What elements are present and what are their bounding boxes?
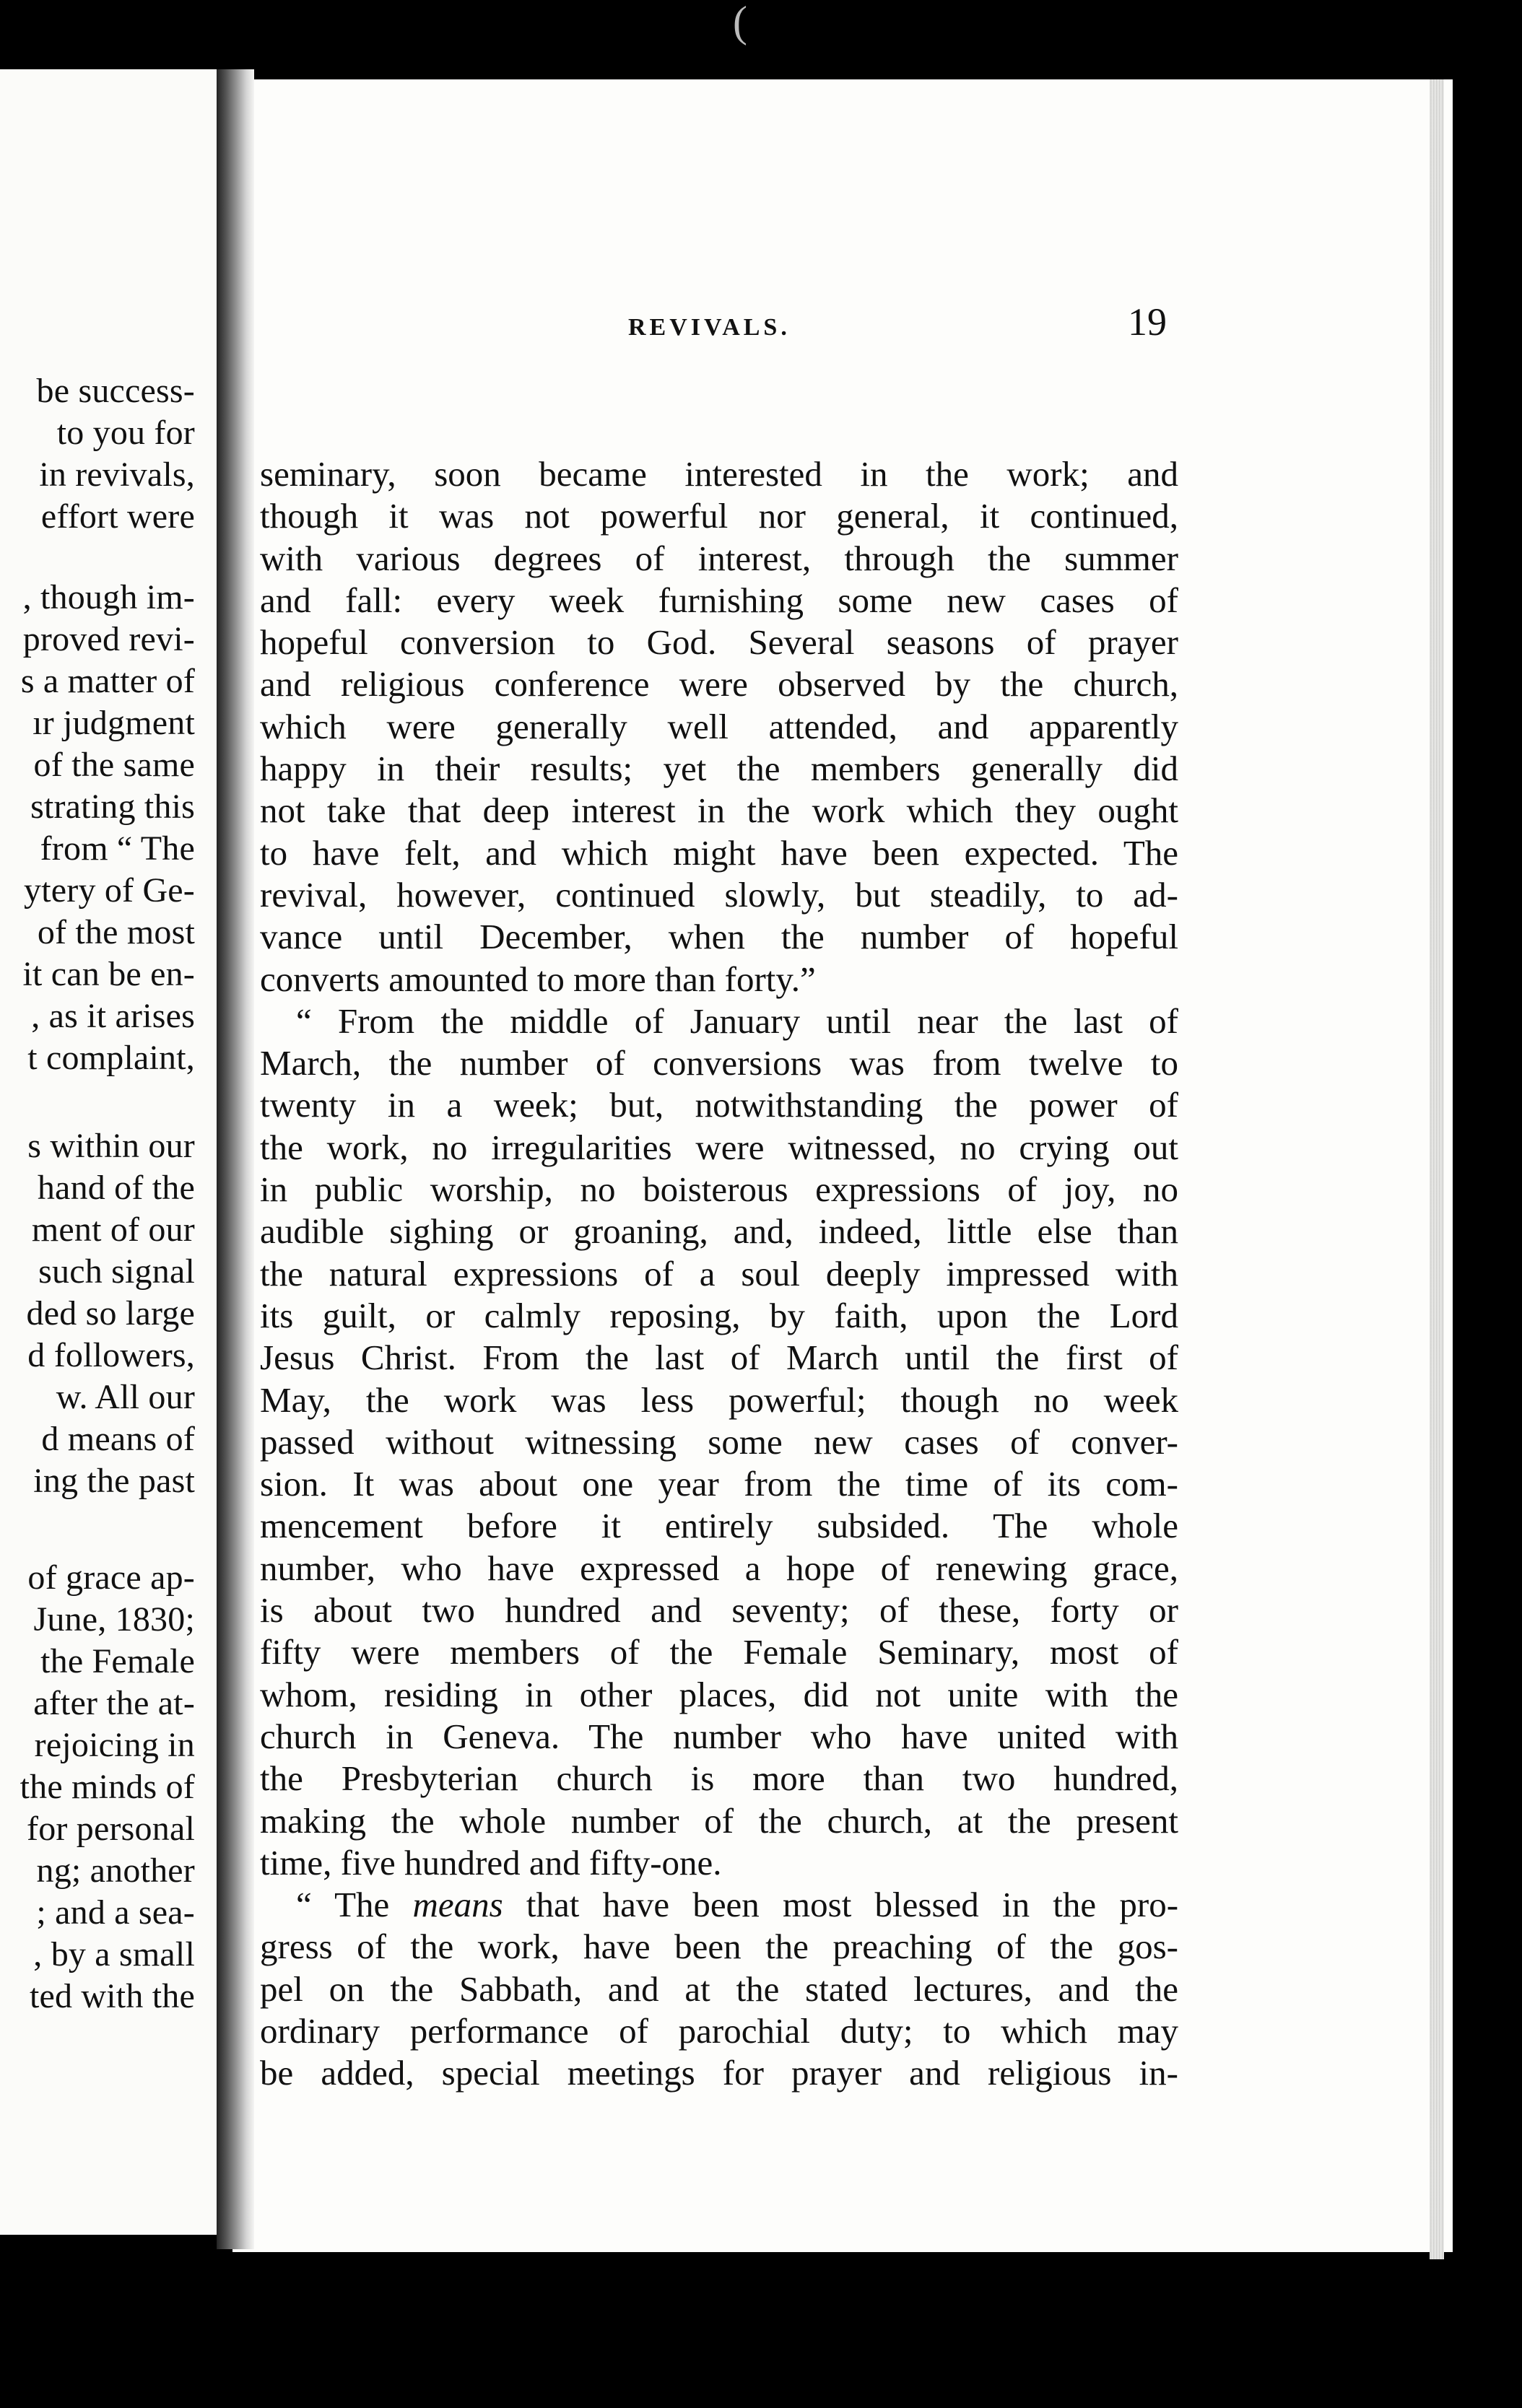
body-line: May, the work was less powerful; though no week [260,1379,1178,1420]
left-line: the minds of [19,1768,195,1806]
body-text [260,453,1178,2095]
left-line: ded so large [26,1294,195,1332]
body-line: church in Geneva. The number who have united with [260,1716,1178,1756]
left-line: rejoicing in [34,1726,195,1764]
left-line: of the most [37,913,195,951]
left-line: proved revi- [22,620,195,658]
body-line: the Presbyterian church is more than two hundred, [260,1758,1178,1799]
body-line: though it was not powerful nor general, it continued, [260,496,1178,536]
body-line: fifty were members of the Female Seminary, most of [260,1632,1178,1672]
body-line: its guilt, or calmly reposing, by faith, upon the Lord [260,1295,1178,1335]
body-line: sion. It was about one year from the time of its com- [260,1464,1178,1504]
body-line: whom, residing in other places, did not unite with the [260,1674,1178,1714]
body-line: the natural expressions of a soul deeply impressed with [260,1253,1178,1294]
body-line: and fall: every week furnishing some new cases of [260,580,1178,620]
body-line: time, five hundred and fifty-one. [260,1842,722,1883]
body-line [260,1884,1178,1926]
body-line: gress of the work, have been the preaching of the gos- [260,1927,1178,1967]
body-line: hopeful conversion to God. Several seasons of prayer [260,622,1178,663]
left-line: ing the past [33,1462,195,1500]
left-line: after the at- [33,1684,195,1722]
body-line: passed without witnessing some new cases of conver- [260,1421,1178,1462]
body-line: which were generally well attended, and apparently [260,706,1178,746]
left-line: , though im- [22,578,195,616]
body-line: “ From the middle of January until near the last of [296,1000,1178,1041]
emphasis-means: means [412,1885,503,1925]
left-line: the Female [40,1642,195,1680]
left-line: hand of the [37,1169,195,1207]
body-line: to have felt, and which might have been expected. The [260,832,1178,873]
body-line: audible sighing or groaning, and, indeed, little else than [260,1211,1178,1252]
body-line: ordinary performance of parochial duty; to which may [260,2010,1178,2051]
left-line: for personal [27,1810,195,1848]
left-line: ng; another [36,1851,195,1890]
left-line: it can be en- [22,955,195,993]
body-line: seminary, soon became interested in the work; and [260,454,1178,494]
left-line: ytery of Ge- [24,871,195,909]
left-line: to you for [56,414,195,452]
book-fore-edge [1430,79,1444,2259]
body-line: and religious conference were observed by the church, [260,664,1178,704]
body-line: be added, special meetings for prayer and religious in- [260,2053,1178,2093]
body-line: mencement before it entirely subsided. The whole [260,1506,1178,1546]
page-number: 19 [1128,300,1167,344]
left-line: d means of [41,1420,195,1458]
body-line: March, the number of conversions was from twelve to [260,1043,1178,1083]
left-line: of the same [33,746,195,784]
body-line: pel on the Sabbath, and at the stated lectures, and the [260,1968,1178,2009]
left-line: June, 1830; [33,1600,195,1639]
book-gutter [217,69,254,2249]
running-title: REVIVALS. [628,314,791,341]
left-line: w. All our [56,1378,195,1416]
left-line: effort were [40,497,195,536]
left-line: be success- [36,372,195,410]
left-line: strating this [30,788,195,826]
body-line: Jesus Christ. From the last of March until the first of [260,1338,1178,1378]
body-line: happy in their results; yet the members generally did [260,749,1178,789]
body-line: in public worship, no boisterous expressions of joy, no [260,1169,1178,1210]
scan-mark: ( [733,0,747,45]
left-line: such signal [38,1252,195,1291]
left-line: , by a small [33,1935,195,1973]
body-line: converts amounted to more than forty.” [260,959,816,999]
left-line: ted with the [29,1977,195,2015]
body-line: vance until December, when the number of hopeful [260,917,1178,957]
body-line: not take that deep interest in the work which they ought [260,790,1178,831]
running-head [232,300,1453,357]
body-line: is about two hundred and seventy; of these, forty or [260,1590,1178,1631]
body-line-start: “ The [296,1885,390,1925]
left-line: s a matter of [20,662,195,700]
left-line: from “ The [40,829,195,868]
body-line-rest: that have been most blessed in the pro- [526,1885,1179,1925]
body-line: the work, no irregularities were witnessed, no crying out [260,1127,1178,1167]
left-line: d followers, [27,1336,195,1374]
left-line: ır judgment [32,704,195,742]
left-line: t complaint, [27,1039,195,1077]
left-line: ment of our [31,1210,195,1249]
body-line: revival, however, continued slowly, but steadily, to ad- [260,874,1178,915]
left-line: ; and a sea- [36,1893,195,1932]
left-page [0,69,217,2235]
left-line: of grace ap- [27,1558,195,1597]
right-page [232,79,1453,2252]
body-line: making the whole number of the church, at the present [260,1800,1178,1841]
body-line: number, who have expressed a hope of renewing grace, [260,1548,1178,1588]
left-line: s within our [27,1127,195,1165]
left-line: , as it arises [31,997,195,1035]
body-line: with various degrees of interest, through the summer [260,538,1178,578]
left-line: in revivals, [39,455,195,494]
body-line: twenty in a week; but, notwithstanding the power of [260,1085,1178,1125]
